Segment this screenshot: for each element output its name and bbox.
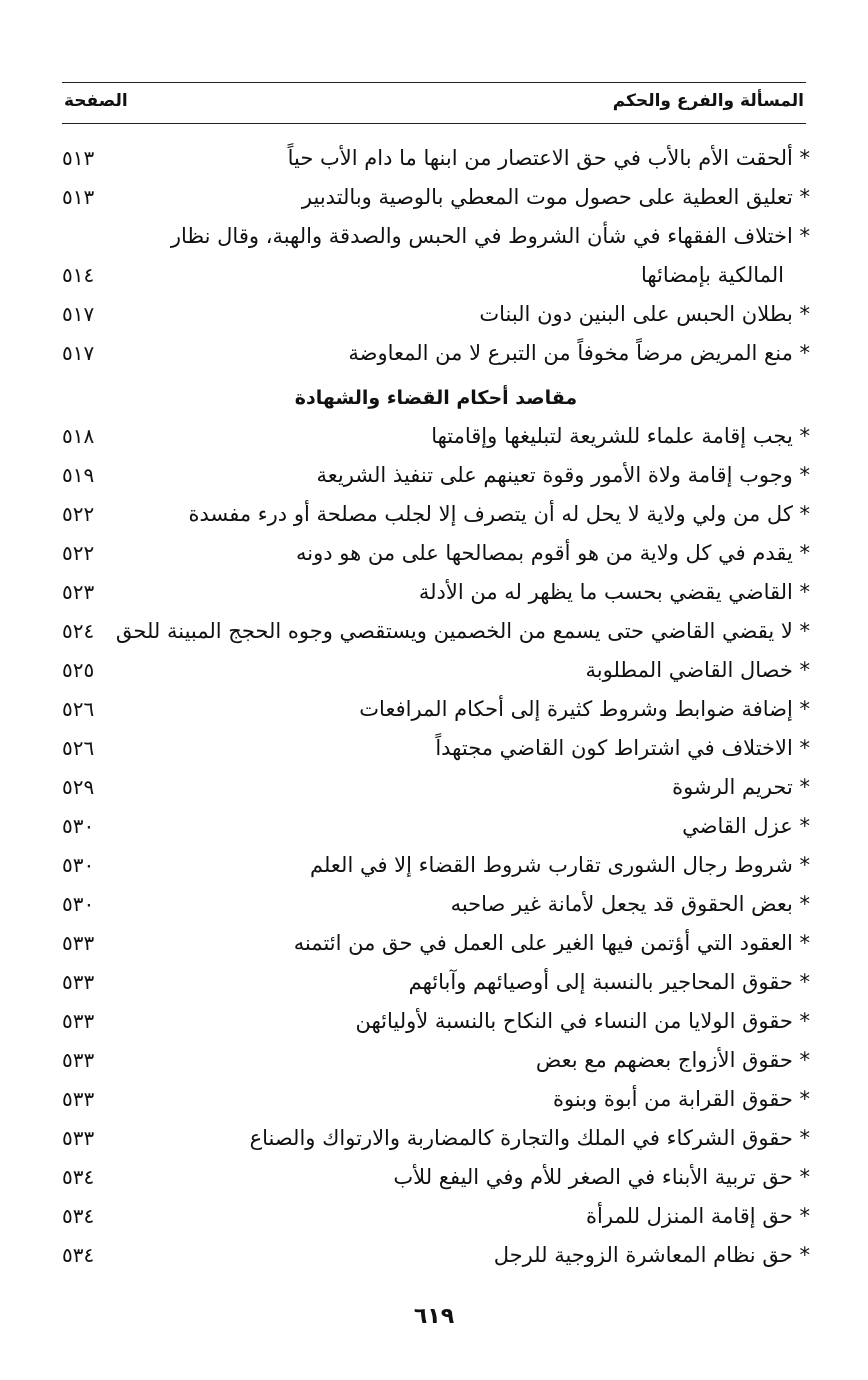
- entry-text: * ألحقت الأم بالأب في حق الاعتصار من ابنها ما دام الأب حياً: [287, 146, 810, 170]
- entry-page-number: ٥٣٤: [62, 1243, 95, 1267]
- entry-page-number: ٥٢٦: [62, 697, 95, 721]
- entry-page-number: ٥٣٣: [62, 931, 95, 955]
- index-entry: [62, 1158, 810, 1197]
- index-entry: [62, 1197, 810, 1236]
- entry-text: المالكية بإمضائها: [640, 263, 784, 287]
- entry-page-number: ٥٢٥: [62, 658, 95, 682]
- header-page-column: الصفحة: [64, 91, 128, 111]
- section-heading: [62, 373, 810, 417]
- entry-page-number: ٥٣٠: [62, 814, 95, 838]
- index-entry: [62, 807, 810, 846]
- entry-page-number: ٥٢٢: [62, 541, 95, 565]
- entry-page-number: ٥٣٣: [62, 1009, 95, 1033]
- index-entry: [62, 885, 810, 924]
- entry-text: * حقوق الأزواج بعضهم مع بعض: [535, 1048, 810, 1072]
- entry-page-number: ٥٣٠: [62, 853, 95, 877]
- page-number: ٦١٩: [413, 1304, 455, 1329]
- entry-page-number: ٥٣٤: [62, 1165, 95, 1189]
- index-entry: [62, 456, 810, 495]
- index-entry: [62, 534, 810, 573]
- index-entry: [62, 1041, 810, 1080]
- index-entry: [62, 1119, 810, 1158]
- entry-page-number: ٥١٧: [62, 302, 95, 326]
- entry-page-number: ٥١٤: [62, 263, 95, 287]
- entry-page-number: ٥١٣: [62, 146, 95, 170]
- entry-text: * إضافة ضوابط وشروط كثيرة إلى أحكام المرافعات: [359, 697, 810, 721]
- index-entry: [62, 768, 810, 807]
- entry-page-number: ٥٢٩: [62, 775, 95, 799]
- header-title: المسألة والفرع والحكم: [612, 91, 804, 111]
- index-entry: [62, 612, 810, 651]
- entry-page-number: ٥٢٤: [62, 619, 95, 643]
- index-entry: [62, 846, 810, 885]
- entry-page-number: ٥٣٤: [62, 1204, 95, 1228]
- entry-text: * لا يقضي القاضي حتى يسمع من الخصمين ويستقصي وجوه الحجج المبينة للحق: [115, 619, 810, 643]
- entry-text: * يجب إقامة علماء للشريعة لتبليغها وإقامتها: [431, 424, 810, 448]
- entry-text: * وجوب إقامة ولاة الأمور وقوة تعينهم على تنفيذ الشريعة: [316, 463, 810, 487]
- index-entry: [62, 924, 810, 963]
- entry-page-number: ٥٣٣: [62, 1126, 95, 1150]
- entry-text: * العقود التي أؤتمن فيها الغير على العمل في حق من ائتمنه: [293, 931, 810, 955]
- entry-page-number: ٥٣٣: [62, 1087, 95, 1111]
- index-entry-continuation: [62, 256, 810, 295]
- entry-text: * القاضي يقضي بحسب ما يظهر له من الأدلة: [418, 580, 810, 604]
- index-entry: [62, 963, 810, 1002]
- entry-page-number: ٥٣٠: [62, 892, 95, 916]
- index-header: [62, 82, 806, 124]
- entry-text: * يقدم في كل ولاية من هو أقوم بمصالحها على من هو دونه: [295, 541, 810, 565]
- entry-text: * عزل القاضي: [682, 814, 810, 838]
- entry-text: * خصال القاضي المطلوبة: [585, 658, 810, 682]
- entry-text: * حق تربية الأبناء في الصغر للأم وفي اليفع للأب: [393, 1165, 810, 1189]
- entry-text: * تعليق العطية على حصول موت المعطي بالوصية وبالتدبير: [301, 185, 810, 209]
- entry-text: * بعض الحقوق قد يجعل لأمانة غير صاحبه: [450, 892, 810, 916]
- index-entry: [62, 729, 810, 768]
- index-entry: [62, 690, 810, 729]
- entry-page-number: ٥٢٦: [62, 736, 95, 760]
- index-entry: [62, 1236, 810, 1275]
- entry-text: * حقوق الشركاء في الملك والتجارة كالمضاربة والارتواك والصناع: [249, 1126, 810, 1150]
- index-entry: [62, 1080, 810, 1119]
- entry-text: * منع المريض مرضاً مخوفاً من التبرع لا من المعاوضة: [348, 341, 810, 365]
- entry-text: * بطلان الحبس على البنين دون البنات: [479, 302, 810, 326]
- index-entry: [62, 295, 810, 334]
- entry-text: * اختلاف الفقهاء في شأن الشروط في الحبس والصدقة والهبة، وقال نظار: [170, 224, 810, 248]
- entry-text: * حقوق المحاجير بالنسبة إلى أوصيائهم وآبائهم: [408, 970, 810, 994]
- entry-text: * الاختلاف في اشتراط كون القاضي مجتهداً: [435, 736, 810, 760]
- section-heading-text: مقاصد أحكام القضاء والشهادة: [294, 387, 578, 409]
- entry-page-number: ٥٣٣: [62, 1048, 95, 1072]
- entry-text: * شروط رجال الشورى تقارب شروط القضاء إلا في العلم: [309, 853, 810, 877]
- entry-text: * كل من ولي ولاية لا يحل له أن يتصرف إلا لجلب مصلحة أو درء مفسدة: [188, 502, 810, 526]
- entry-text: * تحريم الرشوة: [672, 775, 810, 799]
- index-entry: [62, 139, 810, 178]
- index-entry: [62, 651, 810, 690]
- entry-text: * حقوق الولايا من النساء في النكاح بالنسبة لأوليائهن: [355, 1009, 810, 1033]
- index-entry: [62, 217, 810, 256]
- entry-page-number: ٥١٩: [62, 463, 95, 487]
- entry-page-number: ٥٣٣: [62, 970, 95, 994]
- index-entry: [62, 495, 810, 534]
- index-entry: [62, 334, 810, 373]
- index-entry: [62, 178, 810, 217]
- index-entry: [62, 573, 810, 612]
- entry-page-number: ٥١٨: [62, 424, 95, 448]
- entry-page-number: ٥١٧: [62, 341, 95, 365]
- entry-page-number: ٥٢٢: [62, 502, 95, 526]
- entry-text: * حق إقامة المنزل للمرأة: [586, 1204, 810, 1228]
- index-entries: [62, 139, 810, 1275]
- entry-text: * حق نظام المعاشرة الزوجية للرجل: [493, 1243, 810, 1267]
- entry-page-number: ٥١٣: [62, 185, 95, 209]
- index-entry: [62, 1002, 810, 1041]
- entry-page-number: ٥٢٣: [62, 580, 95, 604]
- index-entry: [62, 417, 810, 456]
- entry-text: * حقوق القرابة من أبوة وبنوة: [553, 1087, 810, 1111]
